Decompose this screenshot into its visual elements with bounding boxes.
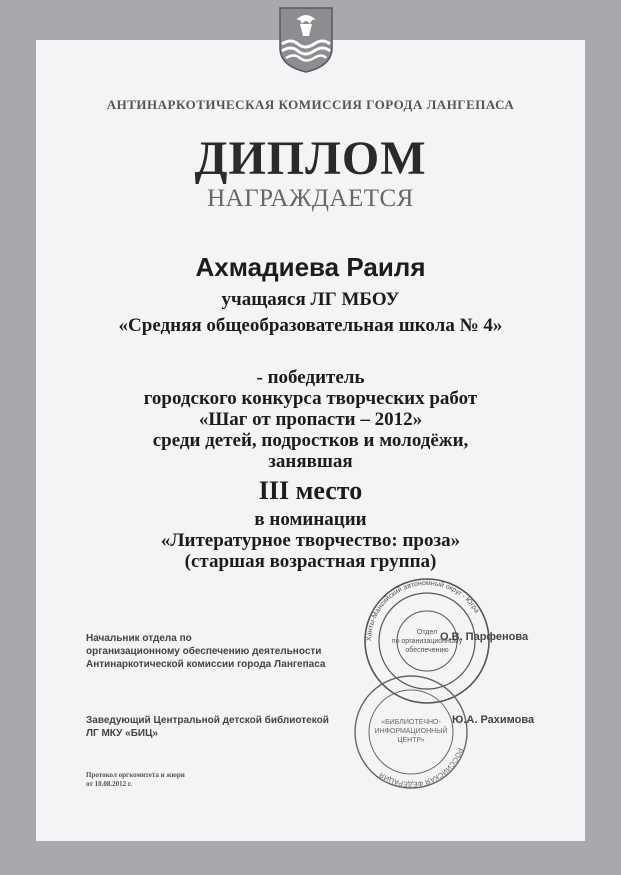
took-line: занявшая: [268, 451, 353, 472]
contest-name: «Шаг от пропасти – 2012»: [198, 409, 423, 430]
svg-text:РОССИЙСКАЯ ФЕДЕРАЦИЯ: [378, 747, 463, 787]
stamp-upper-line-3: обеспечению: [405, 647, 449, 654]
recipient-status: учащаяся ЛГ МБОУ: [221, 289, 400, 310]
signature-2-title: [86, 714, 329, 740]
stamp-lower-line-1: «БИБЛИОТЕЧНО-: [381, 719, 441, 726]
awarded-label: НАГРАЖДАЕТСЯ: [207, 185, 414, 212]
stamp-lower-ring-text: РОССИЙСКАЯ ФЕДЕРАЦИЯ: [378, 746, 464, 788]
stamp-lower-line-3: ЦЕНТР»: [397, 737, 425, 744]
signature-2-title-line-2: ЛГ МКУ «БИЦ»: [86, 728, 158, 739]
stamp-upper-line-2: по организационному: [391, 638, 463, 645]
recipient-name: Ахмадиева Раиля: [195, 252, 426, 282]
place-label: III место: [258, 476, 363, 505]
contest-line: городского конкурса творческих работ: [143, 388, 478, 409]
winner-line: - победитель: [256, 367, 365, 388]
protocol-line-1: Протокол оргкомитета и жюри: [86, 771, 185, 779]
nomination-label: в номинации: [254, 509, 367, 530]
commission-name: АНТИНАРКОТИЧЕСКАЯ КОМИССИЯ ГОРОДА ЛАНГЕПАСА: [106, 97, 515, 112]
protocol-line-2: от 10.08.2012 г.: [86, 780, 132, 788]
signature-1-name: О.В. Парфенова: [440, 631, 529, 643]
signature-2-title-line-1: Заведующий Центральной детской библиотекой: [86, 715, 329, 726]
age-group: (старшая возрастная группа): [184, 551, 437, 572]
signature-1-title-line-1: Начальник отдела по: [86, 633, 192, 644]
audience-line: среди детей, подростков и молодёжи,: [152, 430, 469, 451]
diploma-title: ДИПЛОМ: [194, 132, 427, 185]
signature-2-name: Ю.А. Рахимова: [452, 714, 535, 726]
stamp-upper-line-1: Отдел: [416, 629, 438, 636]
city-crest-icon: [276, 6, 336, 74]
stamp-upper-ring-text: Ханты-Мансийский автономный округ - Югра: [365, 579, 481, 642]
school-name: «Средняя общеобразовательная школа № 4»: [118, 315, 503, 336]
signature-1-title: [86, 632, 325, 671]
nomination-name: «Литературное творчество: проза»: [160, 530, 461, 551]
stamp-lower-line-2: ИНФОРМАЦИОННЫЙ: [374, 728, 448, 735]
official-stamp-lower: [346, 672, 476, 794]
signature-1-title-line-2: организационному обеспечению деятельности: [86, 646, 322, 657]
protocol-note: [86, 771, 185, 789]
signature-1-title-line-3: Антинаркотической комиссии города Лангепаса: [86, 659, 326, 670]
